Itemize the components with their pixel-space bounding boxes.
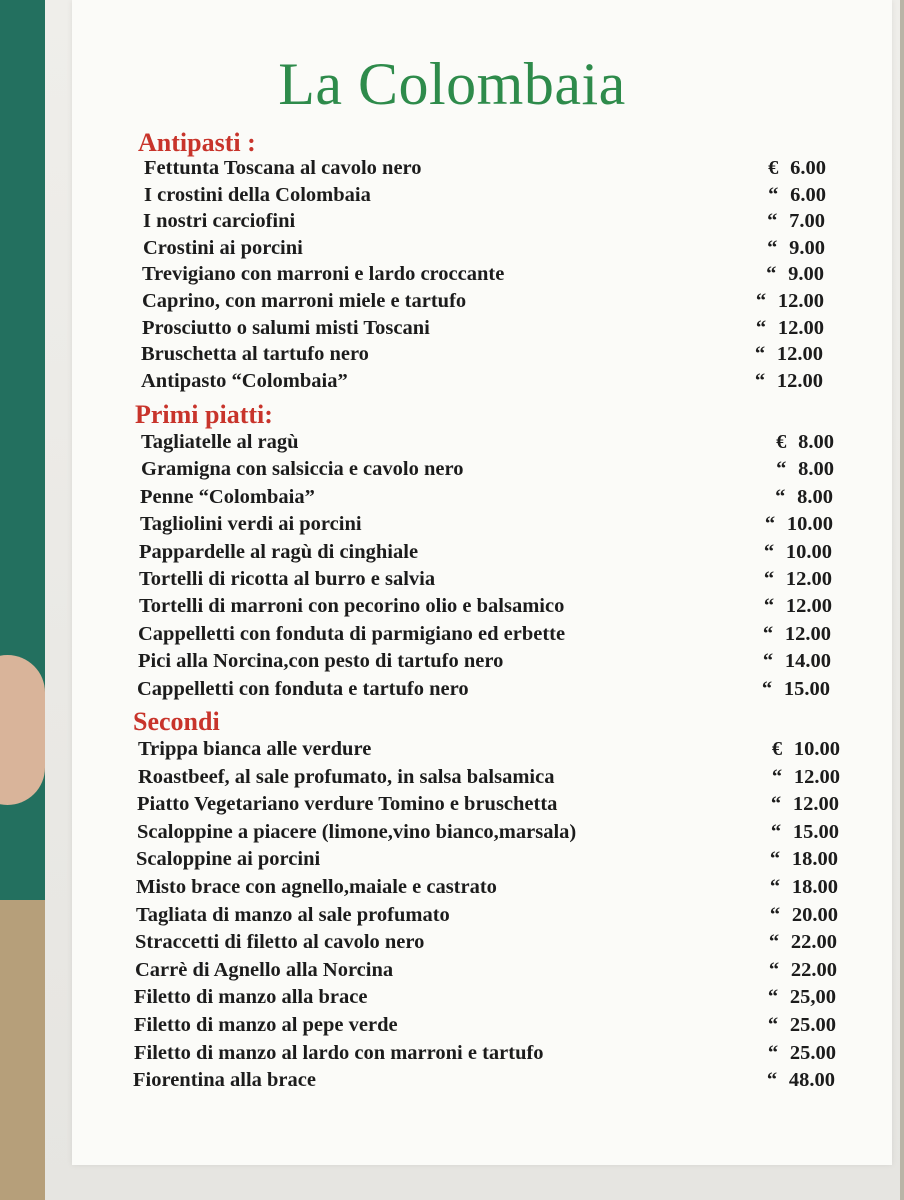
menu-item-row xyxy=(138,766,840,792)
menu-item-row xyxy=(136,904,838,930)
menu-item-row xyxy=(136,848,838,874)
menu-item-price xyxy=(763,623,831,646)
menu-item-price xyxy=(756,290,824,313)
menu-item-name: Tagliatelle al ragù xyxy=(141,431,299,453)
price-value: 22.00 xyxy=(790,931,837,953)
menu-item-row xyxy=(137,678,830,704)
price-value: 14.00 xyxy=(784,650,831,672)
price-value: 18.00 xyxy=(791,876,838,898)
menu-item-row xyxy=(139,568,832,594)
menu-item-row xyxy=(144,184,826,210)
price-ditto-mark: “ xyxy=(769,904,781,926)
menu-item-price xyxy=(771,821,839,844)
price-ditto-mark: “ xyxy=(761,678,773,700)
price-ditto-mark: “ xyxy=(764,513,776,535)
menu-item-row xyxy=(143,237,825,263)
menu-item-price xyxy=(775,486,833,509)
price-value: 12.00 xyxy=(777,290,824,312)
menu-item-price xyxy=(772,738,840,761)
menu-item-name: Caprino, con marroni miele e tartufo xyxy=(142,290,467,312)
menu-item-row xyxy=(141,370,823,396)
menu-item-row xyxy=(135,931,837,957)
price-value: 18.00 xyxy=(791,848,838,870)
menu-item-price xyxy=(770,904,838,927)
price-value: 12.00 xyxy=(785,595,832,617)
price-value: 25.00 xyxy=(789,1042,836,1064)
menu-item-row xyxy=(140,486,833,512)
menu-item-price xyxy=(770,848,838,871)
menu-item-name: Scaloppine a piacere (limone,vino bianco,marsala) xyxy=(137,821,577,843)
menu-item-price xyxy=(768,157,826,180)
price-value: 12.00 xyxy=(776,370,823,392)
price-value: 9.00 xyxy=(788,263,824,285)
price-ditto-mark: “ xyxy=(754,343,766,365)
price-value: 20.00 xyxy=(791,904,838,926)
price-ditto-mark: “ xyxy=(768,959,780,981)
menu-item-name: Crostini ai porcini xyxy=(143,237,303,259)
price-ditto-mark: “ xyxy=(770,821,782,843)
menu-item-price xyxy=(765,513,833,536)
menu-item-price xyxy=(755,370,823,393)
price-value: 8.00 xyxy=(797,486,833,508)
price-value: 12.00 xyxy=(785,568,832,590)
restaurant-title: La Colombaia xyxy=(278,51,626,117)
menu-item-price xyxy=(768,1014,836,1037)
menu-item-price xyxy=(768,986,836,1009)
price-value: 10.00 xyxy=(793,738,840,760)
menu-item-name: I crostini della Colombaia xyxy=(144,184,371,206)
menu-item-row xyxy=(138,650,831,676)
price-ditto-mark: “ xyxy=(762,623,774,645)
price-ditto-mark: “ xyxy=(755,317,767,339)
menu-item-name: I nostri carciofini xyxy=(143,210,296,232)
menu-item-price xyxy=(766,263,824,286)
price-value: 6.00 xyxy=(790,184,826,206)
price-value: 9.00 xyxy=(789,237,825,259)
hand-finger xyxy=(0,655,45,805)
menu-item-row xyxy=(134,1014,836,1040)
menu-item-price xyxy=(769,931,837,954)
menu-item-price xyxy=(771,793,839,816)
price-ditto-mark: “ xyxy=(776,458,787,480)
price-value: 25,00 xyxy=(789,986,836,1008)
menu-item-price xyxy=(776,458,834,481)
menu-item-name: Pici alla Norcina,con pesto di tartufo nero xyxy=(138,650,504,672)
menu-item-price xyxy=(762,678,830,701)
menu-item-price xyxy=(770,876,838,899)
price-value: 22.00 xyxy=(790,959,837,981)
menu-item-price xyxy=(768,184,826,207)
menu-item-name: Prosciutto o salumi misti Toscani xyxy=(142,317,430,339)
menu-item-price xyxy=(767,237,825,260)
menu-item-price xyxy=(776,431,834,454)
menu-item-price xyxy=(767,210,825,233)
menu-item-name: Antipasto “Colombaia” xyxy=(141,370,348,392)
menu-item-name: Tortelli di ricotta al burro e salvia xyxy=(139,568,436,590)
menu-item-row xyxy=(141,431,834,457)
menu-item-name: Straccetti di filetto al cavolo nero xyxy=(135,931,425,953)
price-ditto-mark: “ xyxy=(775,486,786,508)
menu-item-name: Filetto di manzo alla brace xyxy=(134,986,368,1008)
section-title: Secondi xyxy=(133,707,220,736)
menu-item-name: Filetto di manzo al pepe verde xyxy=(134,1014,398,1036)
price-ditto-mark: “ xyxy=(754,370,766,392)
menu-item-price xyxy=(769,959,837,982)
price-ditto-mark: “ xyxy=(762,650,774,672)
price-ditto-mark: “ xyxy=(766,1069,778,1091)
price-ditto-mark: “ xyxy=(767,1042,779,1064)
menu-item-row xyxy=(141,458,834,484)
menu-item-row xyxy=(143,210,825,236)
price-ditto-mark: “ xyxy=(770,793,782,815)
price-value: 8.00 xyxy=(798,458,834,480)
menu-item-row xyxy=(142,290,824,316)
menu-item-row xyxy=(136,876,838,902)
price-value: 8.00 xyxy=(798,431,834,453)
menu-item-name: Carrè di Agnello alla Norcina xyxy=(135,959,394,981)
price-value: 10.00 xyxy=(785,541,832,563)
menu-item-price xyxy=(764,541,832,564)
price-value: 12.00 xyxy=(792,793,839,815)
price-ditto-mark: “ xyxy=(768,184,779,206)
price-value: 10.00 xyxy=(786,513,833,535)
menu-item-row xyxy=(138,738,840,764)
menu-item-name: Misto brace con agnello,maiale e castrato xyxy=(136,876,497,898)
price-value: 6.00 xyxy=(790,157,826,179)
menu-item-price xyxy=(768,1042,836,1065)
price-ditto-mark: “ xyxy=(763,595,775,617)
menu-item-price xyxy=(756,317,824,340)
menu-item-name: Fettunta Toscana al cavolo nero xyxy=(144,157,422,179)
menu-item-name: Trippa bianca alle verdure xyxy=(138,738,372,760)
menu-item-name: Bruschetta al tartufo nero xyxy=(141,343,369,365)
price-ditto-mark: “ xyxy=(763,541,775,563)
price-ditto-mark: “ xyxy=(768,931,780,953)
price-ditto-mark: “ xyxy=(769,848,781,870)
menu-item-row xyxy=(137,821,839,847)
price-value: 12.00 xyxy=(784,623,831,645)
menu-item-name: Piatto Vegetariano verdure Tomino e bruschetta xyxy=(137,793,558,815)
menu-item-name: Tortelli di marroni con pecorino olio e balsamico xyxy=(139,595,565,617)
menu-item-row xyxy=(139,595,832,621)
menu-item-price xyxy=(755,343,823,366)
menu-item-price xyxy=(764,568,832,591)
menu-item-price xyxy=(772,766,840,789)
menu-item-row xyxy=(138,623,831,649)
menu-item-name: Tagliolini verdi ai porcini xyxy=(140,513,362,535)
menu-item-name: Fiorentina alla brace xyxy=(133,1069,316,1091)
price-value: 48.00 xyxy=(788,1069,835,1091)
menu-item-row xyxy=(137,793,839,819)
menu-item-name: Tagliata di manzo al sale profumato xyxy=(136,904,450,926)
price-ditto-mark: “ xyxy=(767,1014,779,1036)
menu-item-name: Scaloppine ai porcini xyxy=(136,848,321,870)
menu-item-row xyxy=(133,1069,835,1095)
price-ditto-mark: “ xyxy=(755,290,767,312)
menu-item-row xyxy=(144,157,826,183)
section-title: Primi piatti: xyxy=(135,400,273,429)
price-ditto-mark: “ xyxy=(767,210,778,232)
menu-item-name: Cappelletti con fonduta e tartufo nero xyxy=(137,678,469,700)
menu-item-name: Trevigiano con marroni e lardo croccante xyxy=(142,263,505,285)
price-ditto-mark: € xyxy=(768,157,779,179)
menu-item-name: Roastbeef, al sale profumato, in salsa balsamica xyxy=(138,766,555,788)
price-value: 12.00 xyxy=(777,317,824,339)
price-ditto-mark: “ xyxy=(767,986,779,1008)
menu-item-price xyxy=(764,595,832,618)
menu-item-row xyxy=(142,263,824,289)
price-ditto-mark: € xyxy=(771,738,783,760)
price-value: 15.00 xyxy=(792,821,839,843)
price-ditto-mark: “ xyxy=(771,766,783,788)
section-title: Antipasti : xyxy=(138,128,256,157)
menu-item-price xyxy=(763,650,831,673)
price-ditto-mark: “ xyxy=(763,568,775,590)
menu-item-row xyxy=(142,317,824,343)
menu-item-name: Penne “Colombaia” xyxy=(140,486,315,508)
menu-item-name: Filetto di manzo al lardo con marroni e tartufo xyxy=(134,1042,544,1064)
menu-item-row xyxy=(140,513,833,539)
menu-item-name: Gramigna con salsiccia e cavolo nero xyxy=(141,458,464,480)
menu-item-row xyxy=(141,343,823,369)
menu-item-name: Cappelletti con fonduta di parmigiano ed erbette xyxy=(138,623,566,645)
price-value: 7.00 xyxy=(789,210,825,232)
menu-item-row xyxy=(135,959,837,985)
price-value: 15.00 xyxy=(783,678,830,700)
price-ditto-mark: € xyxy=(776,431,787,453)
menu-item-price xyxy=(767,1069,835,1092)
menu-item-row xyxy=(134,986,836,1012)
price-ditto-mark: “ xyxy=(767,237,778,259)
price-ditto-mark: “ xyxy=(769,876,781,898)
menu-item-row xyxy=(134,1042,836,1068)
menu-item-name: Pappardelle al ragù di cinghiale xyxy=(139,541,419,563)
price-value: 25.00 xyxy=(789,1014,836,1036)
menu-item-row xyxy=(139,541,832,567)
price-value: 12.00 xyxy=(776,343,823,365)
price-ditto-mark: “ xyxy=(766,263,777,285)
price-value: 12.00 xyxy=(793,766,840,788)
